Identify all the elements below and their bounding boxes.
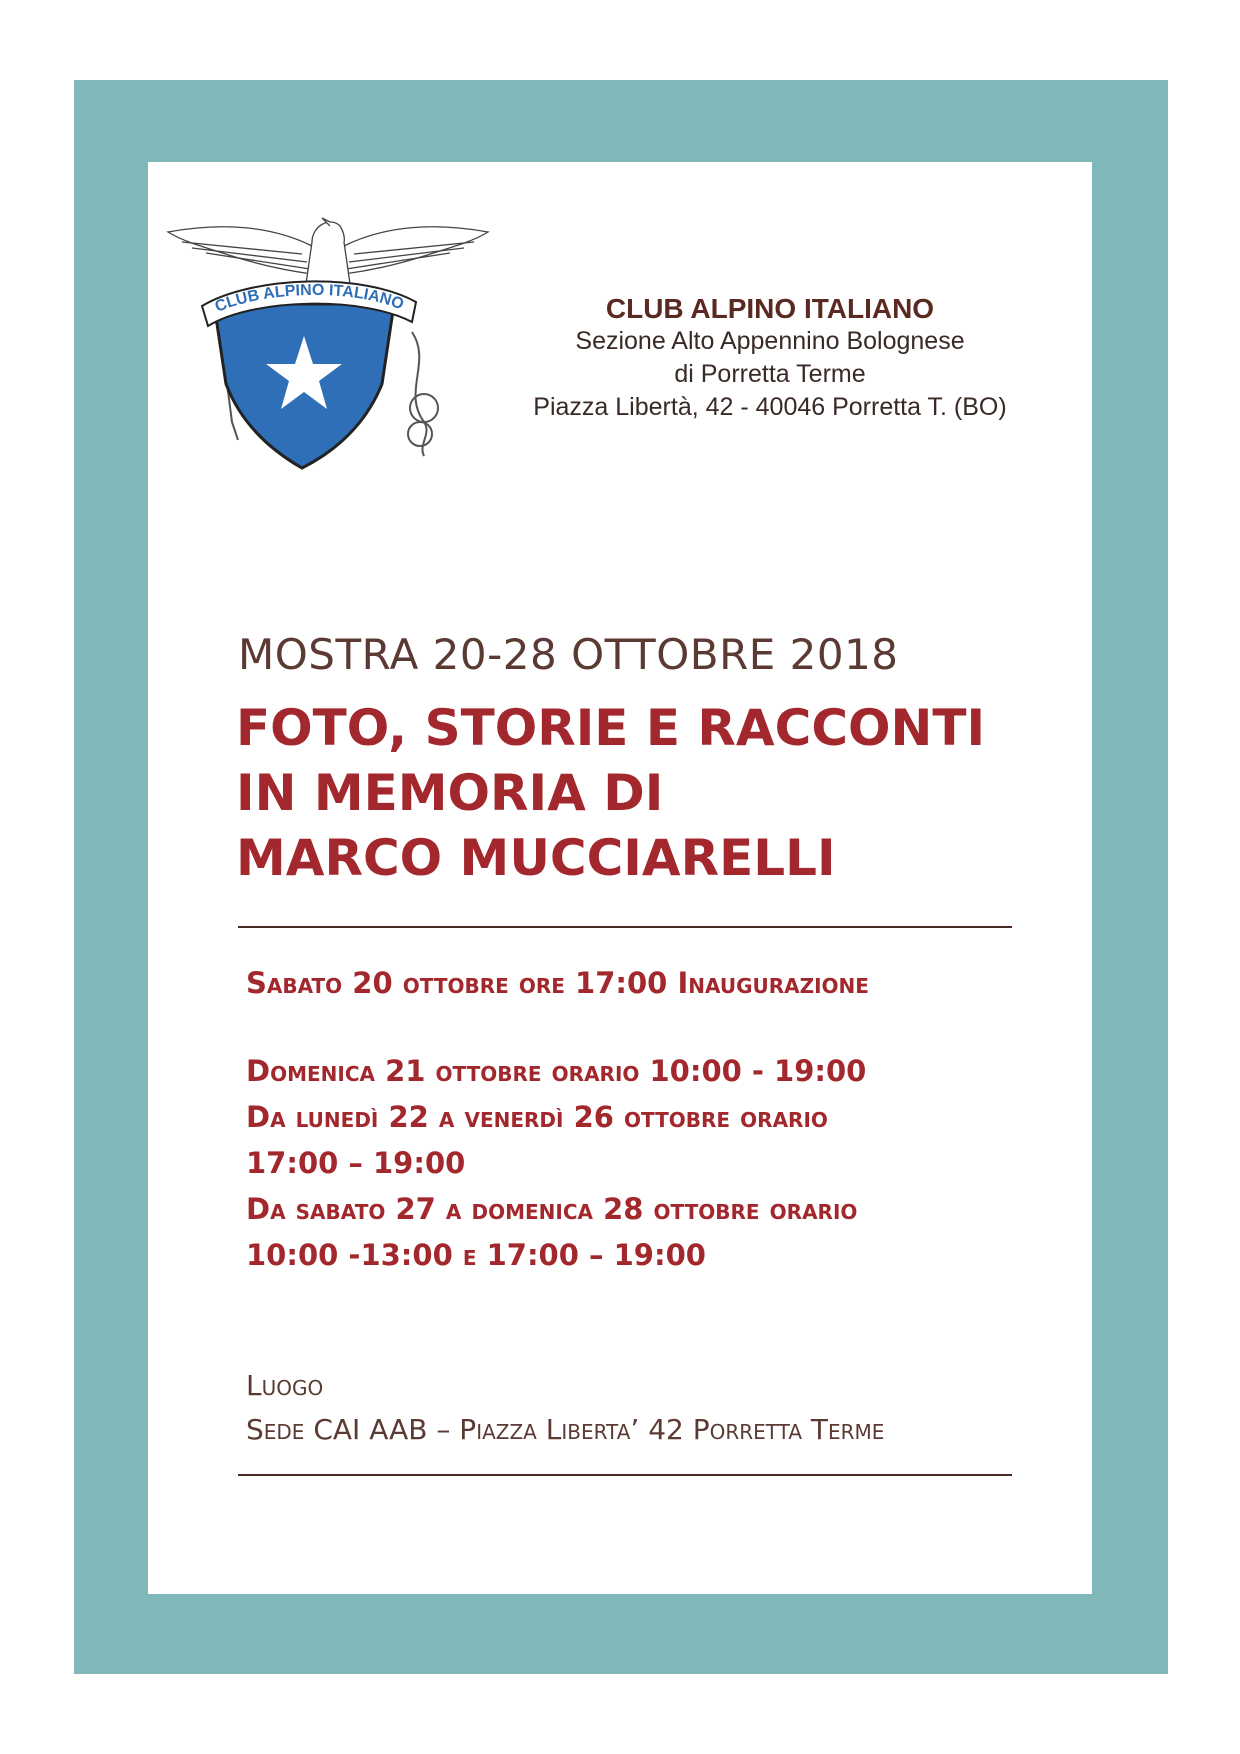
schedule-line: Da sabato 27 a domenica 28 ottobre orario (246, 1192, 858, 1226)
opening-info (246, 960, 1026, 1006)
org-section: Sezione Alto Appennino Bolognese (575, 327, 965, 355)
opening-line: Sabato 20 ottobre ore 17:00 Inaugurazione (246, 966, 869, 1000)
org-name: CLUB ALPINO ITALIANO (605, 293, 935, 324)
schedule-line: 17:00 – 19:00 (246, 1146, 466, 1180)
logo-banner-text: CLUB ALPINO ITALIANO (212, 281, 407, 316)
org-city: di Porretta Terme (674, 360, 866, 388)
exhibition-title (236, 696, 985, 891)
org-address: Piazza Libertà, 42 - 40046 Porretta T. (BO) (533, 393, 1007, 421)
cai-logo (162, 212, 494, 482)
schedule-line: Da lunedì 22 a venerdì 26 ottobre orario (246, 1100, 828, 1134)
schedule-line: Domenica 21 ottobre orario 10:00 - 19:00 (246, 1054, 867, 1088)
venue-label: Luogo (246, 1369, 324, 1402)
title-line: MARCO MUCCIARELLI (236, 829, 836, 887)
venue-place: Sede CAI AAB – Piazza Liberta’ 42 Porretta Terme (246, 1413, 885, 1446)
schedule-line: 10:00 -13:00 e 17:00 – 19:00 (246, 1238, 706, 1272)
venue-info (246, 1364, 884, 1452)
schedule-list (246, 1048, 1026, 1278)
exhibition-dates: MOSTRA 20-28 OTTOBRE 2018 (238, 630, 899, 679)
organization-header (470, 292, 1070, 424)
title-line: IN MEMORIA DI (236, 764, 664, 822)
divider (238, 1474, 1012, 1476)
divider (238, 926, 1012, 928)
title-line: FOTO, STORIE E RACCONTI (236, 699, 986, 757)
